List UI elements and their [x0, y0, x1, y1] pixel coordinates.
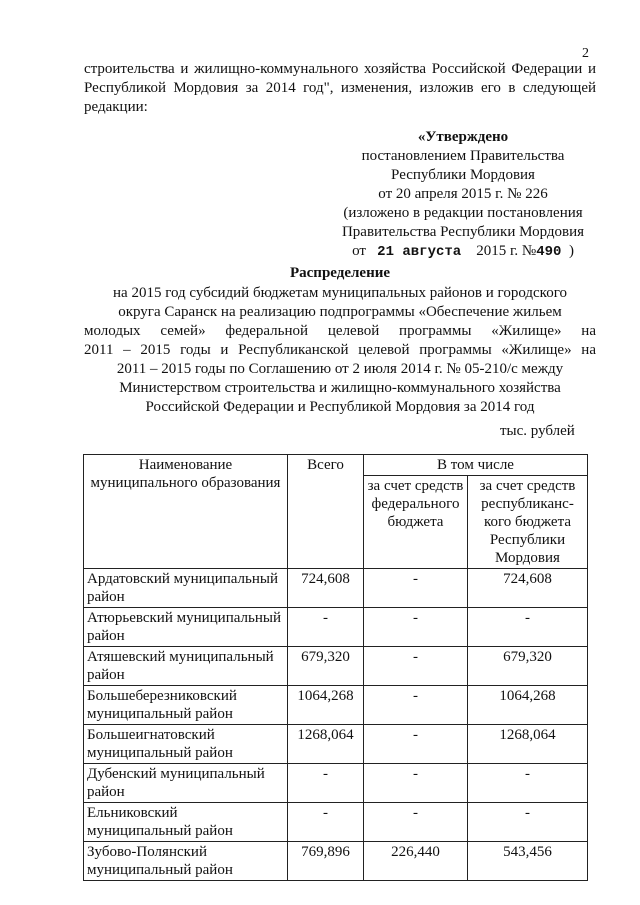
cell-republic: -	[468, 764, 588, 803]
approval-line: Республики Мордовия	[391, 167, 535, 183]
cell-federal: -	[364, 764, 468, 803]
distribution-title	[84, 264, 596, 417]
table-row	[84, 725, 588, 764]
cell-total: 769,896	[288, 842, 364, 881]
table-row	[84, 686, 588, 725]
cell-municipality: Атяшевский муниципальный район	[84, 647, 288, 686]
cell-total: -	[288, 608, 364, 647]
units-label: тыс. рублей	[500, 423, 575, 439]
cell-federal: -	[364, 686, 468, 725]
table-row	[84, 764, 588, 803]
approval-title: «Утверждено	[417, 129, 509, 145]
cell-total: 679,320	[288, 647, 364, 686]
typed-number: 490	[536, 244, 562, 260]
cell-municipality: Ельниковский муниципальный район	[84, 803, 288, 842]
header-including: В том числе	[364, 455, 588, 476]
cell-federal: -	[364, 647, 468, 686]
title-line: Российской Федерации и Республикой Мордовия за 2014 год	[145, 399, 535, 415]
approval-line: постановлением Правительства	[361, 148, 565, 164]
typed-date: 21 августа	[377, 244, 462, 260]
table-row	[84, 569, 588, 608]
header-name: Наименование муниципального образования	[84, 455, 288, 569]
cell-republic: 1064,268	[468, 686, 588, 725]
intro-paragraph	[84, 60, 596, 117]
cell-republic: 543,456	[468, 842, 588, 881]
cell-municipality: Ардатовский муниципальный район	[84, 569, 288, 608]
title-line: Министерством строительства и жилищно-коммунального хозяйства	[119, 380, 561, 396]
document-heading: Распределение	[289, 265, 391, 281]
page-number: 2	[582, 46, 589, 61]
intro-line: строительства и жилищно-коммунального хозяйства Российской Федерации и	[84, 61, 596, 77]
cell-republic: 724,608	[468, 569, 588, 608]
cell-total: -	[288, 764, 364, 803]
approval-line: (изложено в редакции постановления	[343, 205, 583, 221]
cell-municipality: Дубенский муниципальный район	[84, 764, 288, 803]
cell-republic: -	[468, 803, 588, 842]
approval-year: 2015 г. №	[476, 243, 537, 259]
cell-federal: -	[364, 803, 468, 842]
header-republic: за счет средств республиканс-кого бюджета Республики Мордовия	[468, 476, 588, 569]
header-federal: за счет средств федерального бюджета	[364, 476, 468, 569]
table-row	[84, 647, 588, 686]
distribution-table	[83, 454, 588, 881]
cell-municipality: Большеберезниковский муниципальный район	[84, 686, 288, 725]
approval-stamp	[318, 128, 608, 262]
table-row	[84, 803, 588, 842]
cell-total: -	[288, 803, 364, 842]
intro-line: редакции:	[84, 99, 148, 115]
title-line: округа Саранск на реализацию подпрограммы «Обеспечение жильем	[118, 304, 562, 320]
title-line: 2011 – 2015 годы по Соглашению от 2 июля 2014 г. № 05-210/с между	[116, 361, 564, 377]
approval-line: от 20 апреля 2015 г. № 226	[378, 186, 548, 202]
intro-line: Республикой Мордовия за 2014 год", изменения, изложив его в следующей	[84, 80, 596, 96]
table-row	[84, 608, 588, 647]
cell-total: 724,608	[288, 569, 364, 608]
cell-municipality: Атюрьевский муниципальный район	[84, 608, 288, 647]
cell-federal: -	[364, 569, 468, 608]
cell-republic: 1268,064	[468, 725, 588, 764]
cell-total: 1064,268	[288, 686, 364, 725]
title-line: молодых семей» федеральной целевой программы «Жилище» на	[84, 323, 596, 339]
cell-total: 1268,064	[288, 725, 364, 764]
cell-federal: -	[364, 725, 468, 764]
cell-municipality: Зубово-Полянский муниципальный район	[84, 842, 288, 881]
approval-line: Правительства Республики Мордовия	[341, 224, 585, 240]
title-line: на 2015 год субсидий бюджетам муниципальных районов и городского	[113, 285, 567, 301]
cell-municipality: Большеигнатовский муниципальный район	[84, 725, 288, 764]
title-line: 2011 – 2015 годы и Республиканской целевой программы «Жилище» на	[84, 342, 596, 358]
table-row	[84, 842, 588, 881]
cell-federal: -	[364, 608, 468, 647]
header-total: Всего	[288, 455, 364, 569]
cell-republic: 679,320	[468, 647, 588, 686]
approval-last-line	[318, 242, 608, 262]
cell-federal: 226,440	[364, 842, 468, 881]
cell-republic: -	[468, 608, 588, 647]
approval-close: )	[568, 243, 574, 259]
approval-prefix: от	[352, 243, 366, 259]
